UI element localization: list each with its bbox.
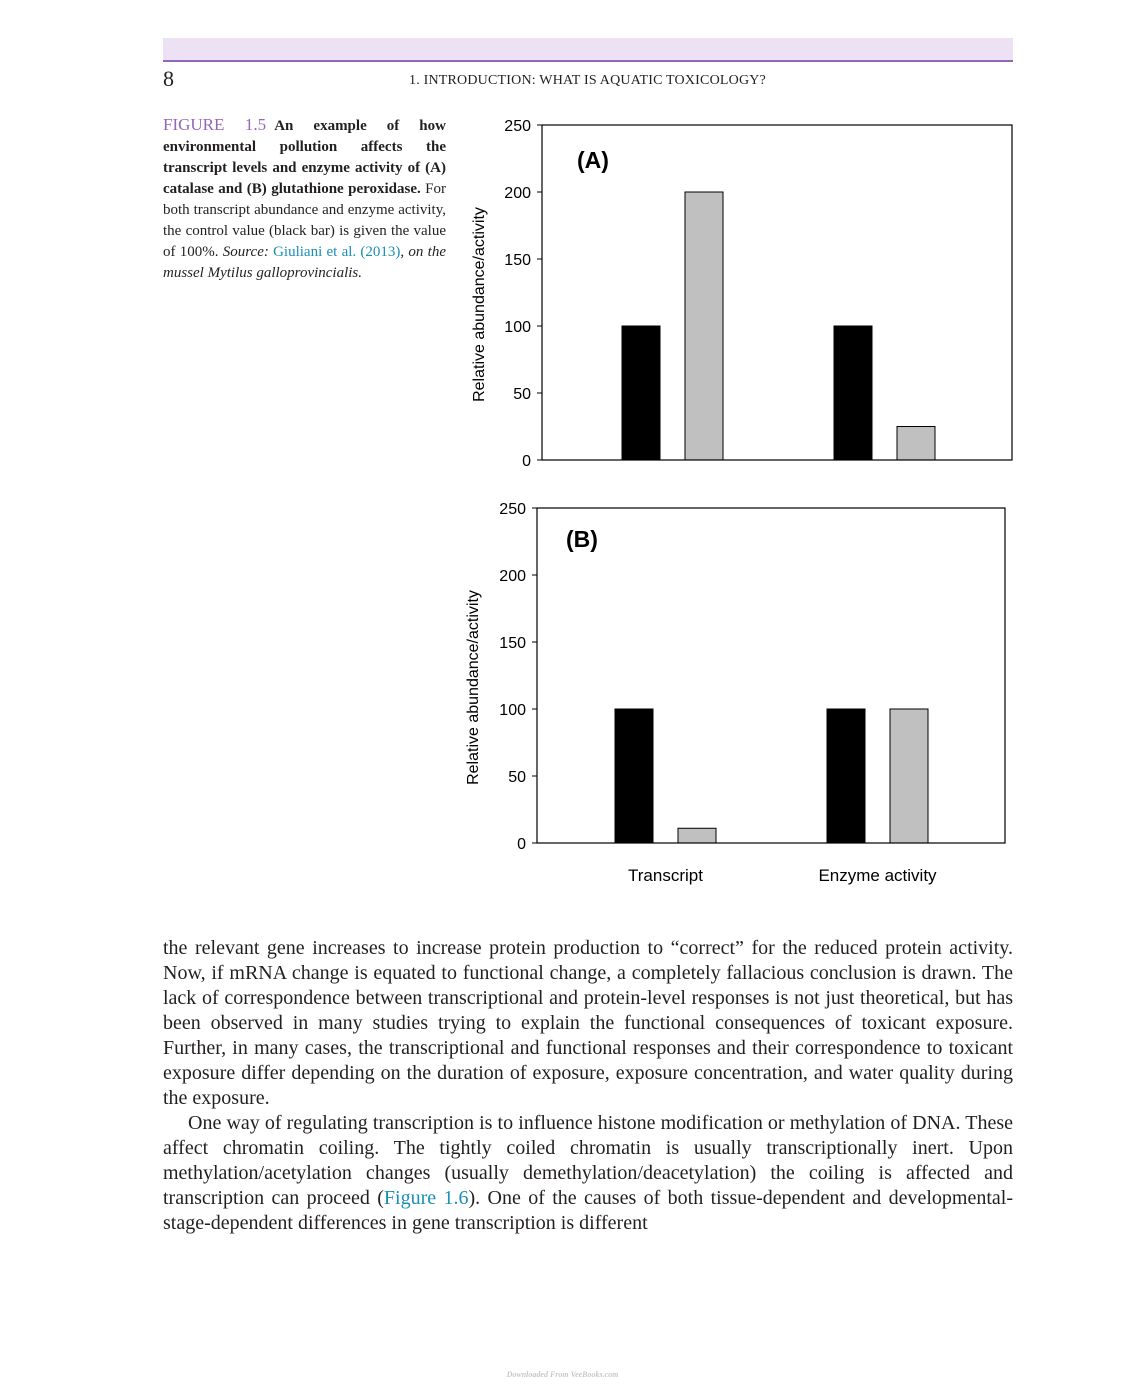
y-tick-label: 200 — [499, 568, 526, 585]
plot-frame — [537, 508, 1005, 843]
y-tick-label: 250 — [504, 118, 531, 135]
body-paragraph-2 — [163, 1111, 1013, 1236]
y-axis-title: Relative abundance/activity — [465, 590, 482, 785]
caption-citation-link[interactable]: Giuliani et al. (2013) — [273, 244, 401, 260]
caption-source-suffix: , on the mussel Mytilus galloprovincialis. — [163, 244, 446, 281]
body-paragraph-2-start: One way of regulating transcription is to influence histone modification or methylation of DNA. These affect chromatin coiling. The tightly coiled chromatin is usually transcriptionally inert. Upon methylation/acetylation changes (usually demethylation/deacetylation) the coiling is affected and transcription can proceed ( — [163, 1112, 1013, 1209]
bar-transcript-control — [615, 709, 653, 843]
panel-label: (B) — [566, 526, 598, 552]
y-tick-label: 100 — [504, 319, 531, 336]
y-tick-label: 50 — [508, 769, 526, 786]
running-head: 1. INTRODUCTION: WHAT IS AQUATIC TOXICOLOGY? — [409, 73, 766, 88]
y-tick-label: 150 — [499, 635, 526, 652]
caption-source-prefix: Source: — [222, 244, 274, 260]
y-tick-label: 200 — [504, 185, 531, 202]
y-axis-title: Relative abundance/activity — [471, 207, 488, 402]
y-tick-label: 0 — [517, 836, 526, 853]
y-tick-label: 50 — [513, 386, 531, 403]
figure-reference-link[interactable]: Figure 1.6 — [383, 1187, 469, 1209]
y-tick-label: 150 — [504, 252, 531, 269]
body-text — [163, 936, 1013, 1236]
figure-label: FIGURE 1.5 — [163, 115, 267, 134]
y-tick-label: 100 — [499, 702, 526, 719]
figure-title: An example of how environmental pollution affects the transcript levels and enzyme activity of (A) catalase and (B) glutathione peroxidase. — [163, 118, 446, 197]
body-paragraph-1: the relevant gene increases to increase protein production to “correct” for the reduced protein activity. Now, if mRNA change is equated to functional change, a completely fallacious conclusion is drawn. The lack of correspondence between transcriptional and protein-level responses is not just theoretical, but has been observed in many studies trying to explain the functional consequences of toxicant exposure. Further, in many cases, the transcriptional and functional responses and their correspondence to toxicant exposure differ depending on the duration of exposure, exposure concentration, and water quality during the exposure. — [163, 937, 1013, 1109]
bar-enzyme-activity-exposed — [890, 709, 928, 843]
bar-transcript-exposed — [678, 828, 716, 843]
page-number: 8 — [163, 66, 174, 91]
panel-label: (A) — [577, 147, 609, 173]
x-category-label: Enzyme activity — [818, 866, 937, 885]
y-tick-label: 250 — [499, 501, 526, 518]
body-paragraph-2-end: ). One of the causes of both tissue-dependent and developmental-stage-dependent differences in gene transcription is different — [163, 1187, 1013, 1234]
caption-text: For both transcript abundance and enzyme activity, the control value (black bar) is given the value of 100%. — [163, 181, 446, 260]
footer-watermark: Downloaded From VeeBooks.com — [506, 1370, 619, 1379]
bar-enzyme-activity-control — [827, 709, 865, 843]
x-category-label: Transcript — [628, 866, 703, 885]
y-tick-label: 0 — [522, 453, 531, 470]
